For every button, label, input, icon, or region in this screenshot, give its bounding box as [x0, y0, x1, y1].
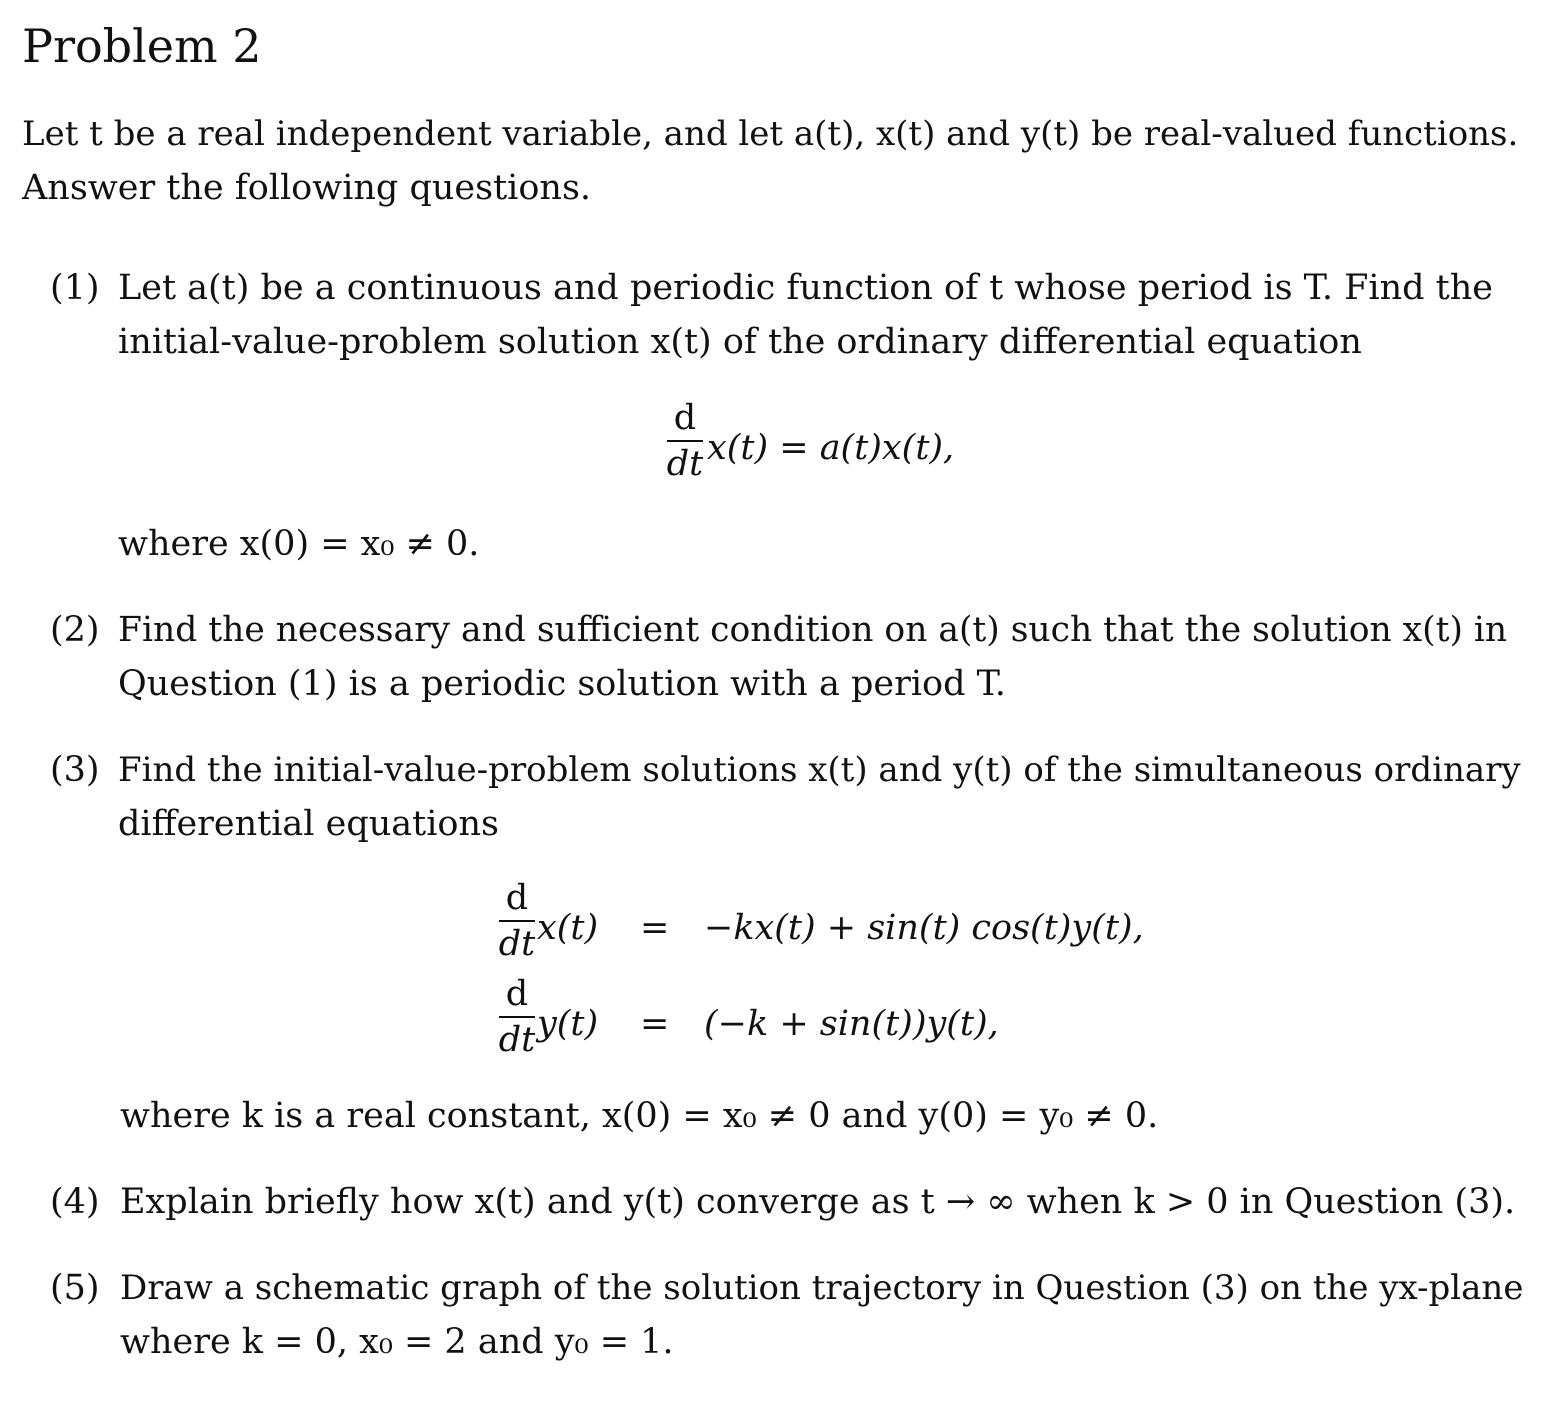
q1-equation-rhs: x(t) = a(t)x(t), — [707, 428, 955, 468]
q5-number: (5) — [50, 1268, 100, 1308]
q3-eq2-lhs: y(t) — [537, 1004, 599, 1044]
q3-eq2-dt-denominator: dt — [498, 1020, 536, 1060]
q3-eq1-rhs: −kx(t) + sin(t) cos(t)y(t), — [704, 908, 1144, 948]
q2-line-1: Find the necessary and sufficient condition on a(t) such that the solution x(t) in — [118, 610, 1508, 650]
q3-eq1-dt-denominator: dt — [498, 924, 536, 964]
q3-eq1-fraction-bar — [499, 920, 535, 922]
q3-eq1-d-numerator: d — [505, 878, 529, 918]
q1-number: (1) — [50, 268, 100, 308]
q2-number: (2) — [50, 610, 100, 650]
q5-line-2: where k = 0, x₀ = 2 and y₀ = 1. — [120, 1322, 674, 1362]
q3-eq2-d-numerator: d — [505, 974, 529, 1014]
q4-number: (4) — [50, 1182, 100, 1222]
q3-eq2-derivative-fraction — [497, 974, 537, 1060]
q1-derivative-fraction — [665, 398, 705, 484]
q5-line-1: Draw a schematic graph of the solution trajectory in Question (3) on the yx-plane — [120, 1268, 1524, 1308]
q3-number: (3) — [50, 750, 100, 790]
q1-initial-condition: where x(0) = x₀ ≠ 0. — [118, 524, 480, 564]
q1-line-2: initial-value-problem solution x(t) of the ordinary differential equation — [118, 322, 1362, 362]
q3-eq1-lhs: x(t) — [537, 908, 599, 948]
q3-line-2: differential equations — [118, 804, 499, 844]
q4-line-1: Explain briefly how x(t) and y(t) converge as t → ∞ when k > 0 in Question (3). — [120, 1182, 1516, 1222]
q3-line-1: Find the initial-value-problem solutions x(t) and y(t) of the simultaneous ordinary — [118, 750, 1521, 790]
q2-line-2: Question (1) is a periodic solution with a period T. — [118, 664, 1006, 704]
q3-eq2-rhs: (−k + sin(t))y(t), — [704, 1004, 999, 1044]
q1-d-numerator: d — [673, 398, 697, 438]
q3-eq2-fraction-bar — [499, 1016, 535, 1018]
q1-fraction-bar — [667, 440, 703, 442]
intro-line-1: Let t be a real independent variable, and let a(t), x(t) and y(t) be real-valued functions. — [22, 114, 1519, 154]
q1-dt-denominator: dt — [666, 444, 704, 484]
problem-title: Problem 2 — [22, 19, 262, 73]
intro-line-2: Answer the following questions. — [22, 168, 592, 208]
q3-eq1-derivative-fraction — [497, 878, 537, 964]
q1-line-1: Let a(t) be a continuous and periodic function of t whose period is T. Find the — [118, 268, 1493, 308]
q3-eq1-equals: = — [640, 908, 670, 948]
q3-initial-conditions: where k is a real constant, x(0) = x₀ ≠ 0 and y(0) = y₀ ≠ 0. — [120, 1096, 1159, 1136]
q3-eq2-equals: = — [640, 1004, 670, 1044]
